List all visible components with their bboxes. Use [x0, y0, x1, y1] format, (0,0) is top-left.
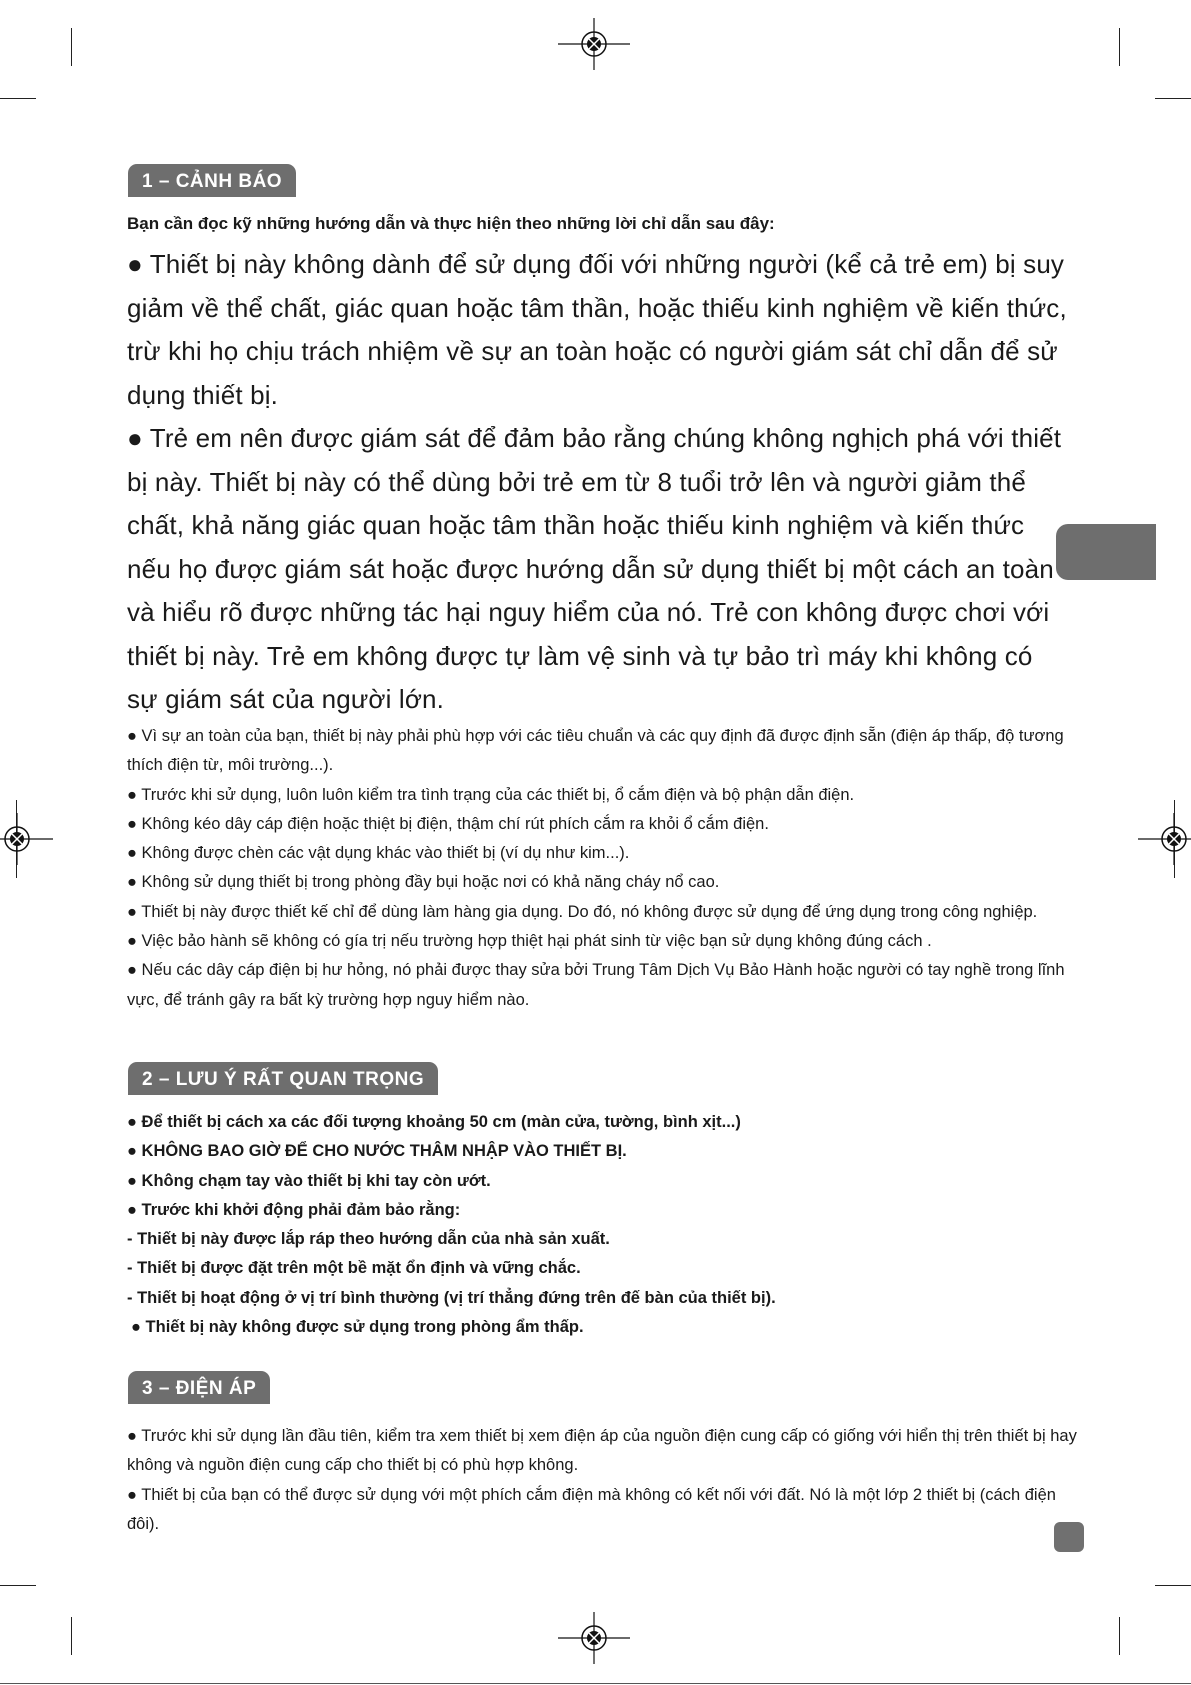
chapter-thumb-tab: [1056, 524, 1156, 580]
crop-mark: [71, 1617, 72, 1655]
warning-item: ● Vì sự an toàn của bạn, thiết bị này phải phù hợp với các tiêu chuẩn và các quy định đã được định sẵn (điện áp thấp, độ tương thích điện từ, môi trường...).: [127, 727, 1064, 775]
notice-subitem: - Thiết bị này được lắp ráp theo hướng dẫn của nhà sản xuất.: [127, 1230, 610, 1249]
section-2-list: [127, 1108, 1087, 1342]
crop-mark: [71, 28, 72, 66]
crop-mark: [1155, 98, 1191, 99]
section-1-heading: 1 – CẢNH BÁO: [128, 164, 296, 197]
voltage-item: ● Trước khi sử dụng lần đầu tiên, kiểm tra xem thiết bị xem điện áp của nguồn điện cung cấp có giống với hiển thị trên thiết bị hay không và nguồn điện cung cấp cho thiết bị có phù hợp không.: [127, 1427, 1077, 1475]
notice-item: ● Không chạm tay vào thiết bị khi tay còn ướt.: [127, 1171, 491, 1190]
section-3-heading: 3 – ĐIỆN ÁP: [128, 1371, 270, 1404]
warning-item: ● Trước khi sử dụng, luôn luôn kiểm tra tình trạng của các thiết bị, ổ cắm điện và bộ phận dẫn điện.: [127, 785, 855, 804]
warning-item: ● Thiết bị này được thiết kế chỉ để dùng làm hàng gia dụng. Do đó, nó không được sử dụng để ứng dụng trong công nghiệp.: [127, 902, 1038, 921]
registration-mark-top: [558, 8, 630, 80]
section-3-list: [127, 1422, 1087, 1539]
crop-mark: [0, 1585, 36, 1586]
crop-mark: [0, 98, 36, 99]
crop-mark: [1155, 1585, 1191, 1586]
registration-mark-bottom: [558, 1602, 630, 1674]
registration-mark-left: [0, 803, 53, 875]
notice-item: ● Để thiết bị cách xa các đối tượng khoảng 50 cm (màn cửa, tường, bình xịt...): [127, 1113, 741, 1131]
crop-mark: [1119, 1617, 1120, 1655]
warning-item: ● Nếu các dây cáp điện bị hư hỏng, nó phải được thay sửa bởi Trung Tâm Dịch Vụ Bảo Hành hoặc người có tay nghề trong lĩnh vực, để tránh gây ra bất kỳ trường hợp nguy hiểm nào.: [127, 961, 1065, 1009]
registration-mark-right: [1138, 803, 1191, 875]
notice-item: ● KHÔNG BAO GIỜ ĐỂ CHO NƯỚC THÂM NHẬP VÀO THIẾT BỊ.: [127, 1142, 627, 1161]
crop-mark: [1119, 28, 1120, 66]
footer-line: [0, 1683, 1191, 1684]
warning-item: ● Thiết bị này không dành để sử dụng đối với những người (kể cả trẻ em) bị suy giảm về thể chất, giác quan hoặc tâm thần, hoặc thiếu kinh nghiệm về kiến thức, trừ khi họ chịu trách nhiệm về sự an toàn hoặc có người giám sát chỉ dẫn để sử dụng thiết bị.: [127, 249, 1067, 410]
warning-item: ● Không được chèn các vật dụng khác vào thiết bị (ví dụ như kim...).: [127, 844, 630, 863]
notice-subitem: - Thiết bị hoạt động ở vị trí bình thường (vị trí thẳng đứng trên đế bàn của thiết bị).: [127, 1288, 776, 1307]
warning-item: ● Việc bảo hành sẽ không có gía trị nếu trường hợp thiệt hại phát sinh từ việc bạn sử dụng không đúng cách .: [127, 932, 932, 951]
warning-item: ● Không kéo dây cáp điện hoặc thiệt bị điện, thậm chí rút phích cắm ra khỏi ổ cắm điện.: [127, 814, 769, 833]
section-1-intro: Bạn cần đọc kỹ những hướng dẫn và thực hiện theo những lời chỉ dẫn sau đây:: [127, 214, 775, 233]
warning-item: ● Trẻ em nên được giám sát để đảm bảo rằng chúng không nghịch phá với thiết bị này. Thiết bị này có thể dùng bởi trẻ em từ 8 tuổi trở lên và người giảm thể chất, khả năng giác quan hoặc tâm thần hoặc thiếu kinh nghiệm và kiến thức nếu họ được giám sát hoặc được hướng dẫn sử dụng thiết bị một cách an toàn và hiểu rõ được những tác hại nguy hiểm của nó. Trẻ con không được chơi với thiết bị này. Trẻ em không được tự làm vệ sinh và tự bảo trì máy khi không có sự giám sát của người lớn.: [127, 423, 1062, 714]
voltage-item: ● Thiết bị của bạn có thể được sử dụng với một phích cắm điện mà không có kết nối với đất. Nó là một lớp 2 thiết bị (cách điện đôi).: [127, 1485, 1056, 1533]
section-2-heading: 2 – LƯU Ý RẤT QUAN TRỌNG: [128, 1062, 438, 1095]
notice-subitem: - Thiết bị được đặt trên một bề mặt ổn định và vững chắc.: [127, 1259, 581, 1278]
notice-item: ● Trước khi khởi động phải đảm bảo rằng:: [127, 1200, 461, 1219]
notice-item: ● Thiết bị này không được sử dụng trong phòng ẩm thấp.: [131, 1318, 584, 1337]
section-1-warning-list: [127, 722, 1087, 1015]
warning-item: ● Không sử dụng thiết bị trong phòng đầy bụi hoặc nơi có khả năng cháy nổ cao.: [127, 873, 720, 892]
section-1-large-warnings: [127, 243, 1067, 722]
